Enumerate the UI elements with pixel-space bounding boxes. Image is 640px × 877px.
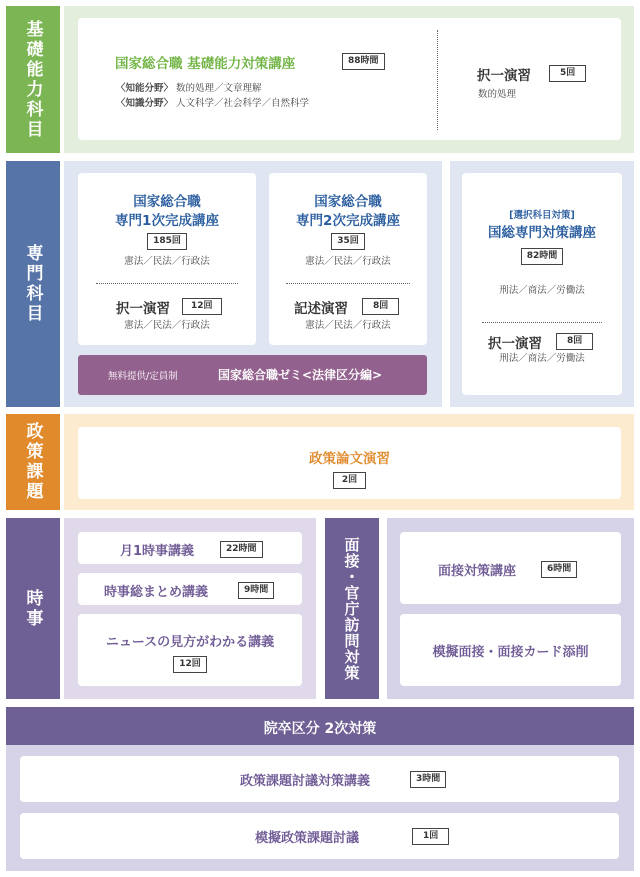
senmon-course1-badge: 185回	[147, 233, 187, 250]
senmon-course2-badge-wrap	[269, 231, 427, 250]
jiji-item3-title: ニュースの見方がわかる講義	[105, 635, 275, 650]
seisaku-badge-wrap	[78, 470, 621, 489]
interview2-title: 模擬面接・面接カード添削	[432, 645, 589, 660]
senmon-course2-drill-badge: 8回	[362, 298, 399, 315]
kiso-drill-badge: 5回	[549, 65, 586, 82]
senmon-course1-divider	[96, 283, 238, 284]
senmon-course2-title-2: 専門2次完成講座	[296, 213, 400, 229]
senmon-seminar-title: 国家総合職ゼミ<法律区分編>	[218, 368, 383, 382]
kiso-line1-tag: 〈知能分野〉	[116, 83, 174, 94]
senmon-seminar-note: 無料提供/定員制	[108, 371, 178, 382]
jiji-item2-title: 時事総まとめ講義	[104, 585, 209, 600]
senmon-course2-title-1: 国家総合職	[314, 194, 382, 210]
insotsu-item2-badge: 1回	[412, 828, 449, 845]
senmon-course2-drill-title: 記述演習	[294, 301, 348, 317]
senmon-course2-badge: 35回	[331, 233, 365, 250]
jiji-item3-badge: 12回	[173, 656, 207, 673]
jiji-item1-badge: 22時間	[220, 541, 263, 558]
senmon-course3-drill-title: 択一演習	[488, 336, 542, 352]
senmon-course2-divider	[286, 283, 410, 284]
senmon-course3-divider	[482, 322, 602, 323]
seisaku-side-label: 政策課題	[6, 414, 60, 510]
kiso-drill-title: 択一演習	[477, 68, 531, 84]
senmon-course3-badge: 82時間	[521, 248, 564, 265]
kiso-line2	[116, 95, 309, 109]
kiso-course-title: 国家総合職 基礎能力対策講座	[115, 56, 296, 72]
senmon-course3-drill-badge: 8回	[556, 333, 593, 350]
senmon-course1-badge-wrap	[78, 231, 256, 250]
kiso-side-label: 基礎能力科目	[6, 6, 60, 153]
senmon-course1-title-1: 国家総合職	[133, 194, 201, 210]
kiso-divider	[437, 30, 438, 130]
interview1-title: 面接対策講座	[438, 564, 517, 579]
senmon-course3-drill-subjects: 刑法／商法／労働法	[499, 353, 585, 364]
senmon-course3-subjects: 刑法／商法／労働法	[499, 285, 585, 296]
insotsu-item1-title: 政策課題討議対策講義	[240, 774, 371, 789]
jiji-item3-card	[78, 614, 302, 686]
senmon-course1-drill-subjects: 憲法／民法／行政法	[124, 320, 210, 331]
kiso-line1	[116, 80, 262, 94]
kiso-drill-subject: 数的処理	[478, 89, 517, 100]
senmon-course3-badge-wrap	[462, 246, 622, 265]
kiso-line2-tag: 〈知識分野〉	[116, 98, 174, 109]
senmon-course1-title-2: 専門1次完成講座	[115, 213, 219, 229]
kiso-card	[78, 18, 621, 140]
seisaku-badge: 2回	[333, 472, 366, 489]
senmon-course3-title: 国総専門対策講座	[488, 225, 596, 241]
insotsu-header: 院卒区分 2次対策	[263, 721, 377, 737]
senmon-course1-subjects: 憲法／民法／行政法	[124, 256, 210, 267]
insotsu-item1-badge: 3時間	[410, 771, 446, 788]
senmon-course2-subjects: 憲法／民法／行政法	[305, 256, 391, 267]
senmon-course3-tag: [選択科目対策]	[509, 210, 575, 221]
senmon-course1-drill-title: 択一演習	[116, 301, 170, 317]
kiso-line2-text: 人文科学／社会科学／自然科学	[176, 98, 310, 109]
jiji-item1-title: 月1時事講義	[120, 544, 195, 559]
senmon-side-label: 専門科目	[6, 161, 60, 407]
jiji-item2-badge: 9時間	[238, 582, 274, 599]
kiso-course-badge: 88時間	[342, 53, 385, 70]
insotsu-item2-title: 模擬政策課題討議	[255, 831, 360, 846]
kiso-line1-text: 数的処理／文章理解	[176, 83, 262, 94]
seisaku-title: 政策論文演習	[309, 451, 390, 467]
senmon-course1-drill-badge: 12回	[182, 298, 222, 315]
jiji-item3-badge-wrap	[78, 654, 302, 673]
interview1-badge: 6時間	[541, 561, 577, 578]
senmon-course2-drill-subjects: 憲法／民法／行政法	[305, 320, 391, 331]
interview-side-label: 面接・官庁訪問対策	[325, 518, 379, 699]
jiji-side-label: 時事	[6, 518, 60, 699]
